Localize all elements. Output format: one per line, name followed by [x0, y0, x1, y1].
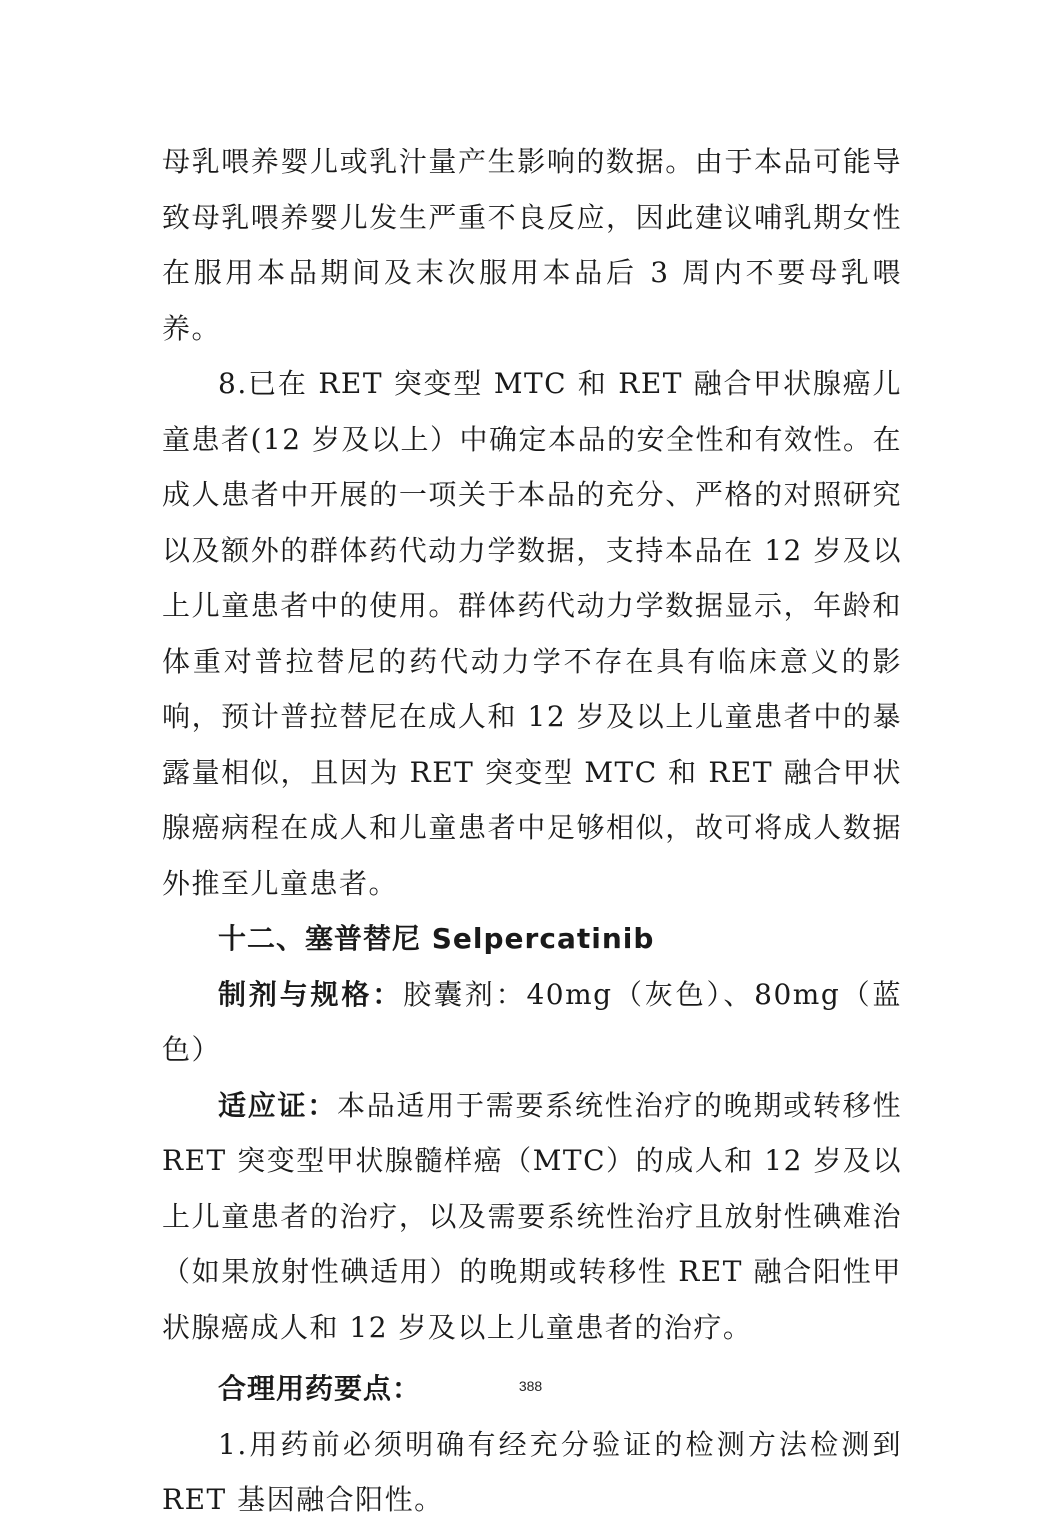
- document-body: [162, 134, 902, 1528]
- indication-paragraph: [162, 1078, 902, 1356]
- key-points-heading: 合理用药要点：: [218, 1372, 422, 1405]
- key-point-1: 1.用药前必须明确有经充分验证的检测方法检测到 RET 基因融合阳性。: [162, 1427, 902, 1516]
- section-heading-selpercatinib: 十二、塞普替尼 Selpercatinib: [218, 922, 655, 955]
- indication-label: 适应证：: [218, 1088, 337, 1122]
- paragraph-pediatric-use: 8.已在 RET 突变型 MTC 和 RET 融合甲状腺癌儿童患者(12 岁及以上）中确定本品的安全性和有效性。在成人患者中开展的一项关于本品的充分、严格的对照研究以及额外的群体药代动力学数据，支持本品在 12 岁及以上儿童患者中的使用。群体药代动力学数据显示，年龄和体重对普拉替尼的药代动力学不存在具有临床意义的影响，预计普拉替尼在成人和 12 岁及以上儿童患者中的暴露量相似，且因为 RET 突变型 MTC 和 RET 融合甲状腺癌病程在成人和儿童患者中足够相似，故可将成人数据外推至儿童患者。: [162, 367, 902, 900]
- formulation-paragraph: [162, 967, 902, 1078]
- page-number: 388: [518, 1378, 543, 1394]
- formulation-label: 制剂与规格：: [218, 977, 404, 1011]
- indication-text: 本品适用于需要系统性治疗的晚期或转移性 RET 突变型甲状腺髓样癌（MTC）的成人和 12 岁及以上儿童患者的治疗，以及需要系统性治疗且放射性碘难治（如果放射性碘适用）的晚期或转移性 RET 融合阳性甲状腺癌成人和 12 岁及以上儿童患者的治疗。: [162, 1088, 902, 1344]
- formulation-text: 胶囊剂：40mg（灰色）、80mg（蓝色）: [162, 977, 902, 1066]
- paragraph-breastfeeding-continued: 母乳喂养婴儿或乳汁量产生影响的数据。由于本品可能导致母乳喂养婴儿发生严重不良反应，因此建议哺乳期女性在服用本品期间及末次服用本品后 3 周内不要母乳喂养。: [162, 145, 902, 345]
